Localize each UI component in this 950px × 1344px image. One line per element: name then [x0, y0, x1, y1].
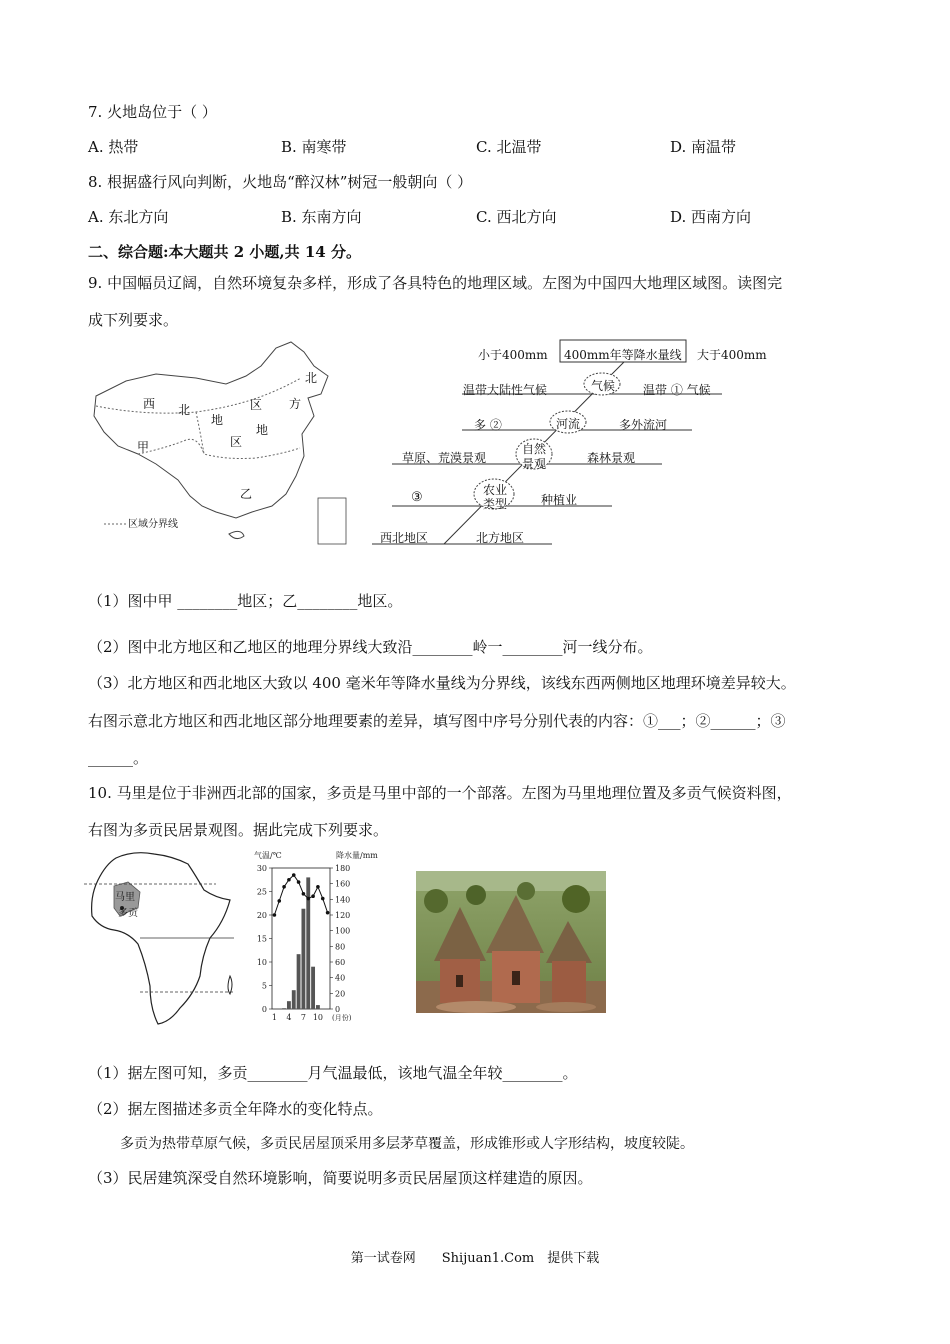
- q9-sub3-line3: ______。: [88, 749, 149, 767]
- diagram-top-left: 小于400mm: [478, 348, 548, 362]
- temperature-point: [292, 873, 296, 877]
- q9-intro-line1: 9. 中国幅员辽阔，自然环境复杂多样，形成了各具特色的地理区域。左图为中国四大地理区域图。读图完: [88, 274, 783, 292]
- precip-bar: [316, 1005, 320, 1009]
- chart-ytick-right-label: 100: [335, 926, 351, 936]
- chart-ytick-left-label: 15: [256, 934, 267, 944]
- q9-intro-line2: 成下列要求。: [88, 311, 179, 329]
- section-title: 二、综合题:本大题共 2 小题,共 14 分。: [88, 243, 361, 261]
- chart-ytick-right-label: 0: [335, 1005, 341, 1014]
- q7-option-a: A. 热带: [88, 138, 139, 156]
- chart-ylabel-right: 降水量/mm: [336, 851, 378, 860]
- map-label-xi: 西: [143, 397, 156, 411]
- q8-option-d: D. 西南方向: [670, 208, 752, 226]
- chart-ytick-right-label: 140: [335, 895, 351, 905]
- chart-ytick-left-label: 10: [256, 958, 267, 967]
- q8-option-b: B. 东南方向: [281, 208, 362, 226]
- temperature-point: [287, 878, 291, 882]
- temperature-point: [282, 885, 286, 889]
- chart-ytick-right-label: 60: [335, 958, 346, 967]
- q7-option-d: D. 南温带: [670, 138, 737, 156]
- diagram-row4-node-b: 类型: [483, 497, 508, 511]
- diagram-row2-left: 多 ②: [474, 418, 502, 432]
- q9-sub3-line1: （3）北方地区和西北地区大致以 400 毫米年等降水量线为分界线，该线东西两侧地区地理环境差异较大。: [88, 674, 796, 692]
- q7-option-b: B. 南寒带: [281, 138, 347, 156]
- q10-intro-line1: 10. 马里是位于非洲西北部的国家，多贡是马里中部的一个部落。左图为马里地理位置及多贡气候资料图，: [88, 784, 792, 802]
- map-label-fang: 方: [289, 397, 302, 411]
- chart-ytick-right-label: 20: [335, 989, 346, 999]
- q9-sub3-line2: 右图示意北方地区和西北地区部分地理要素的差异，填写图中序号分别代表的内容：①___；②______；③: [88, 712, 786, 730]
- map-label-qu: 区: [250, 398, 263, 412]
- q10-sub2: （2）据左图描述多贡全年降水的变化特点。: [88, 1100, 383, 1118]
- map-label-jia: 甲: [137, 440, 150, 454]
- temperature-point: [321, 897, 325, 901]
- q9-sub2: （2）图中北方地区和乙地区的地理分界线大致沿________岭一________河一线分布。: [88, 638, 653, 656]
- chart-ytick-right-label: 80: [335, 942, 346, 952]
- diagram-bottom-right: 北方地区: [476, 531, 525, 545]
- africa-label-mali: 马里: [115, 892, 135, 903]
- diagram-top-box: 400mm年等降水量线: [564, 348, 682, 362]
- precip-bar: [301, 909, 305, 1009]
- precip-bar: [292, 990, 296, 1009]
- chart-ytick-right-label: 120: [335, 911, 351, 920]
- diagram-top-right: 大于400mm: [697, 348, 767, 362]
- chart-xtick-label: 1: [271, 1013, 277, 1022]
- chart-ytick-right-label: 160: [335, 879, 351, 889]
- diagram-bottom-left: 西北地区: [380, 531, 429, 545]
- temperature-point: [326, 911, 330, 915]
- map-label-bei: 北: [178, 403, 191, 417]
- temperature-point: [273, 913, 277, 917]
- q8-stem: 8. 根据盛行风向判断，火地岛“醉汉林”树冠一般朝向（ ）: [88, 173, 473, 191]
- q10-sub3: （3）民居建筑深受自然环境影响，简要说明多贡民居屋顶这样建造的原因。: [88, 1169, 593, 1187]
- chart-ytick-left-label: 25: [256, 887, 267, 897]
- temperature-point: [306, 897, 310, 901]
- map-label-yi: 乙: [240, 487, 253, 501]
- chart-ytick-left-label: 5: [261, 981, 267, 991]
- temperature-point: [311, 894, 315, 898]
- temperature-line: [274, 875, 327, 915]
- diagram-row1-left: 温带大陆性气候: [463, 383, 548, 397]
- diagram-row3-node-a: 自然: [522, 442, 547, 456]
- diagram-row3-right: 森林景观: [587, 451, 636, 465]
- page-footer: 第一试卷网 Shijuan1.Com 提供下载: [350, 1251, 600, 1266]
- map-label-di: 地: [211, 413, 224, 427]
- diagram-row3-node-b: 景观: [522, 457, 547, 471]
- dogon-houses-photo: [416, 871, 606, 1013]
- map-label-qu2: 区: [230, 435, 243, 449]
- diagram-row4-left: ③: [411, 490, 423, 505]
- precip-bar: [287, 1001, 291, 1009]
- chart-ytick-left-label: 0: [261, 1005, 267, 1014]
- chart-ylabel-left: 气温/℃: [254, 851, 282, 860]
- chart-xlabel: (月份): [332, 1014, 352, 1022]
- temperature-point: [302, 892, 306, 896]
- q7-option-c: C. 北温带: [476, 138, 542, 156]
- chart-ytick-right-label: 180: [335, 864, 351, 873]
- temperature-point: [277, 899, 281, 903]
- climate-chart: [252, 846, 412, 1026]
- chart-xtick-label: 7: [300, 1013, 306, 1022]
- diagram-row1-right: 温带 ① 气候: [643, 383, 711, 397]
- diagram-row4-right: 种植业: [541, 493, 578, 507]
- map-label-bei2: 北: [305, 371, 318, 385]
- temperature-point: [297, 880, 301, 884]
- q10-intro-line2: 右图为多贡民居景观图。据此完成下列要求。: [88, 821, 389, 839]
- chart-ytick-left-label: 30: [256, 864, 267, 873]
- q7-stem: 7. 火地岛位于（ ）: [88, 103, 217, 121]
- precip-bar: [311, 967, 315, 1009]
- diagram-row2-node: 河流: [556, 417, 581, 431]
- q8-option-a: A. 东北方向: [88, 208, 169, 226]
- diagram-row4-node-a: 农业: [483, 483, 508, 497]
- chart-ytick-right-label: 40: [335, 973, 346, 983]
- chart-xtick-label: 10: [312, 1013, 324, 1022]
- chart-xtick-label: 4: [286, 1013, 292, 1022]
- precip-bar: [282, 1008, 286, 1009]
- precip-bar: [297, 954, 301, 1009]
- region-difference-diagram: [372, 336, 792, 550]
- map-label-di2: 地: [256, 423, 269, 437]
- temperature-point: [316, 885, 320, 889]
- q9-sub1: （1）图中甲 ________地区；乙________地区。: [88, 592, 403, 610]
- diagram-row1-node: 气候: [591, 379, 616, 393]
- q8-option-c: C. 西北方向: [476, 208, 557, 226]
- q10-sub1: （1）据左图可知，多贡________月气温最低，该地气温全年较________。: [88, 1064, 578, 1082]
- africa-label-dogon: 多贡: [118, 908, 138, 919]
- q10-note: 多贡为热带草原气候，多贡民居屋顶采用多层茅草覆盖，形成锥形或人字形结构，坡度较陡。: [120, 1136, 694, 1152]
- map-legend-label: 区域分界线: [128, 519, 178, 530]
- africa-map: [84, 846, 244, 1026]
- diagram-row2-right: 多外流河: [619, 418, 668, 432]
- diagram-row3-left: 草原、荒漠景观: [402, 451, 487, 465]
- chart-ytick-left-label: 20: [256, 911, 267, 920]
